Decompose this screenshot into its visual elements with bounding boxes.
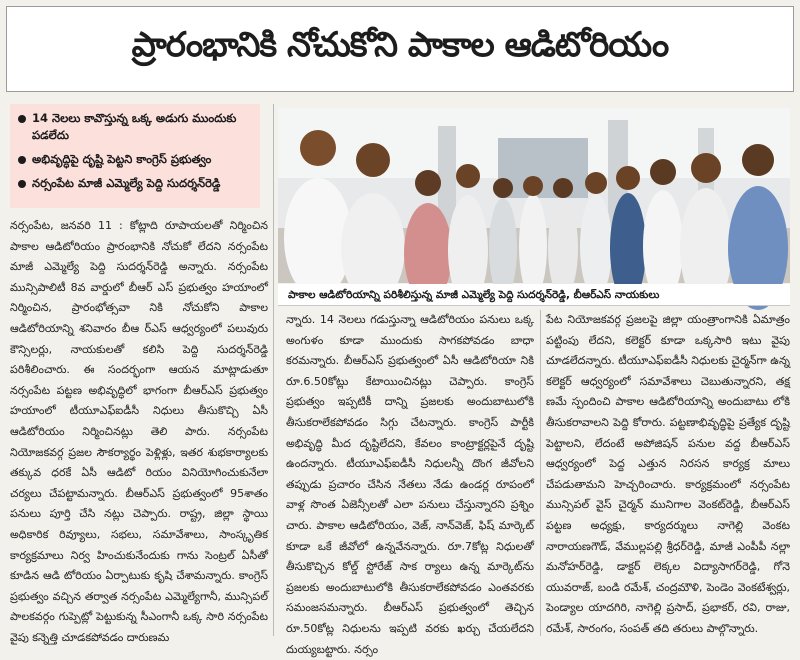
highlights-box [10,104,260,208]
bullet-icon [18,115,26,123]
photo-caption: పాకాల ఆడిటోరియాన్ని పరిశీలిస్తున్న మాజీ ఎమ్మెల్యే పెద్ది సుదర్శన్‌రెడ్డి, బీఆర్ఎస్ నాయకులు [278,284,790,306]
highlight-text: నర్సంపేట మాజీ ఎమ్మెల్యే పెద్ది సుదర్శన్‌రెడ్డి [32,176,221,190]
highlight-text: 14 నెలలు కావొస్తున్న ఒక్క అడుగు ముందుకు పడలేదు [32,111,237,142]
bullet-icon [18,156,26,164]
highlight-item [18,110,252,144]
bullet-icon [18,180,26,188]
headline: ప్రారంభానికి నోచుకోని పాకాల ఆడిటోరియం [6,6,794,92]
news-photo [278,108,790,283]
article-column-3: పేట నియోజకవర్గ ప్రజలపై జిల్లా యంత్రాంగానికి ఏమాత్రం పట్టింపు లేదని, కలెక్టర్ కూడా ఒక్కసారి ఇటు వైపు చూడలేదన్నారు. టీయూఎఫ్ఐడీసీ నిధులకు చైర్మన్‌గా ఉన్న కలెక్టర్ ఆధ్వర్యంలో సమావేశాలు చెబుతున్నారని, తక్ష ణమే స్పందించి పాకాల ఆడిటోరియాన్ని అందుబాటు లోకి తీసుకరావాలని పెద్ది కోరారు. పట్టణాభివృద్ధిపై ప్రత్యేక దృష్టి పెట్టాలని, లేదంటే అపోజిషన్ పనుల వద్ద బీఆర్ఎస్ ఆధ్వర్యంలో పెద్ద ఎత్తున నిరసన కార్యక్ర మాలు చేపడుతామని హెచ్చరించారు. కార్యక్రమంలో నర్సంపేట మున్సిపల్ వైస్ చైర్మన్ మునిగాల వెంకట్‌రెడ్డి, బీఆర్ఎస్ పట్టణ అధ్యక్షు, కార్యదర్శులు నాగెల్లి వెంకట నారాయణగౌడ్, వేముల్లపల్లి శ్రీధర్‌రెడ్డి, మాజీ ఎంపీపీ నల్లా మనోహర్‌రెడ్డి, డాక్టర్ లెక్కల విద్యాసాగర్‌రెడ్డి, గోనె యువరాజ్, బండి రమేశ్, చంద్రమౌళి, పెండెం వెంకటేశ్వర్లు, పెండ్యాల యాదగిరి, నాగెల్లి ప్రసాద్, ప్రభాకర్, రవి, రాజు, రమేశ్, సారంగం, సంపత్ తది తరులు పాల్గొన్నారు. [546,313,790,635]
article-column-1: నర్సంపేట, జనవరి 11 : కోట్లాది రూపాయలతో నిర్మించిన పాకాల ఆడిటోరియం ప్రారంభానికి నోచుకో లేదని నర్సంపేట మాజీ ఎమ్మెల్యే పెద్ది సుదర్శన్‌రెడ్డి అన్నారు. నర్సంపేట మున్సిపాలిటీ 8వ వార్డులో బీఆర్ ఎస్ ప్రభుత్వం హయాంలో నిర్మించిన, ప్రారంభోత్సవా నికి నోచుకోని పాకాల ఆడిటోరియాన్ని శనివారం బీఆ ర్ఎస్ ఆధ్వర్యంలో పలువురు కౌన్సిలర్లు, నాయకులతో కలిసి పెద్ది సుదర్శన్‌రెడ్డి పరిశీలించారు. ఈ సందర్భంగా ఆయన మాట్లాడుతూ నర్సంపేట పట్టణ అభివృద్ధిలో భాగంగా బీఆర్ఎస్ ప్రభుత్వం హయాంలో టీయూఎఫ్ఐడీసీ నిధులు తీసుకొచ్చి ఏసీ ఆడిటోరియం నిర్మించినట్లు తెలి పారు. నర్సంపేట నియోజకవర్గ ప్రజల సౌకర్యార్థం పెళ్లిళ్లు, ఇతర శుభకార్యాలకు తక్కువ ధరకే ఏసీ ఆడిటో రియం వినియోగించుకునేలా చర్యలు చేపట్టామన్నారు. బీఆర్ఎస్ ప్రభుత్వంలో 95శాతం పనులు పూర్తి చేసి నట్లు చెప్పారు. రాష్ట్ర, జిల్లా స్థాయి అధికారిక రివ్యూలు, సభలు, సమావేశాలు, సాంస్కృతిక కార్యక్రమాలు నిర్వ హించుకునేందుకు గాను సెంట్రల్ ఏసీతో కూడిన ఆడి టోరియం ఏర్పాటుకు కృషి చేశామన్నారు. కాంగ్రెస్ ప్రభుత్వం వచ్చిన తర్వాత నర్సంపేట ఎమ్మెల్యేగానీ, మున్సిపల్ పాలకవర్గం గుప్పెట్లో పెట్టుకున్న సీఎంగానీ ఒక్క సారి నర్సంపేట వైపు కన్నెత్తి చూడకపోవడం దారుణమ [10,219,268,644]
crowd-illustration [278,108,790,283]
highlight-text: అభివృద్ధిపై దృష్టి పెట్టని కాంగ్రెస్ ప్రభుత్వం [32,152,212,166]
column-divider [540,310,541,636]
highlight-item [18,151,252,168]
highlight-item [18,175,252,192]
column-divider [273,104,274,636]
article-column-2: న్నారు. 14 నెలలు గడుస్తున్నా ఆడిటోరియం పనులు ఒక్క అంగుళం కూడా ముందుకు సాగకపోవడం బాధా కరమన్నారు. బీఆర్ఎస్ ప్రభుత్వంలో ఏసీ ఆడిటోరియా నికి రూ.6.50కోట్లు కేటాయించినట్లు చెప్పారు. కాంగ్రెస్ ప్రభుత్వం ఇప్పటికీ దాన్ని ప్రజలకు అందుబాటులోకి తీసుకరాలేకపోవడం సిగ్గు చేటన్నారు. కాంగ్రెస్ పార్టీకి అభివృద్ధి మీద దృష్టిలేదని, కేవలం కాంట్రాక్టర్లపైనే దృష్టి ఉందన్నారు. టీయూఎఫ్ఐడీసీ నిధులన్నీ దొంగ జీవోలని తప్పుడు ప్రచారం చేసిన నేతలు నేడు ఉండర్ల రూపంలో వాళ్ల సొంత ఏజెన్సీలతో ఎలా పనులు చేస్తున్నారని ప్రశ్నిం చారు. పాకాల ఆడిటోరియం, వెజ్, నాన్‌వెజ్, ఫిష్ మార్కెట్ కూడా ఒకే జీవోలో ఉన్నవేనన్నారు. రూ.7కోట్ల నిధులతో తీసుకొచ్చిన కోల్డ్ స్టోరేజ్ సాక ర్యాలు ఉన్న మార్కెట్‌ను ప్రజలకు అందుబాటులోకి తీసుకరాలేకపోవడం ఎంతవరకు సమంజసమన్నారు. బీఆర్ఎస్ ప్రభుత్వంలో తెచ్చిన రూ.50కోట్ల నిధులను ఇప్పటి వరకు ఖర్చు చేయలేదని దుయ్యబట్టారు. నర్సం [286,313,534,656]
